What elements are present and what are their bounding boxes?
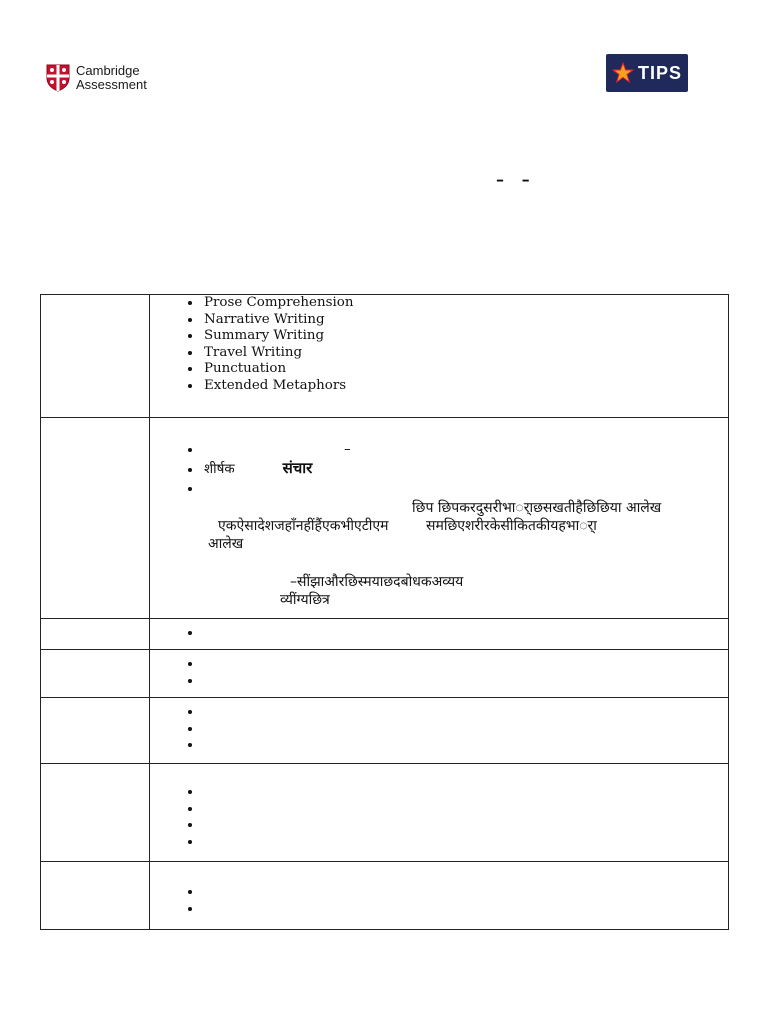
hindi-list bbox=[150, 418, 728, 498]
heading-topic: संचार bbox=[282, 459, 313, 477]
list-item bbox=[202, 801, 728, 818]
list-item: • Prose Comprehension bbox=[202, 295, 728, 312]
list-item bbox=[202, 625, 728, 642]
table-row bbox=[41, 295, 729, 418]
bullet-list bbox=[150, 698, 728, 754]
list-item bbox=[202, 479, 728, 498]
list-item bbox=[202, 656, 728, 673]
para-line: आलेख bbox=[208, 536, 244, 552]
list-item: • Punctuation bbox=[202, 361, 728, 378]
title-dashes: – – bbox=[496, 170, 536, 189]
cambridge-assessment-logo bbox=[46, 64, 147, 92]
row-content-cell bbox=[150, 862, 729, 930]
row-content-cell bbox=[150, 295, 729, 418]
list-item bbox=[202, 721, 728, 738]
star-icon bbox=[612, 62, 634, 84]
row-content-cell bbox=[150, 418, 729, 619]
tips-logo bbox=[606, 54, 688, 92]
list-item bbox=[202, 834, 728, 851]
table-row bbox=[41, 650, 729, 698]
heading-label: शीर्षक bbox=[204, 462, 235, 477]
list-item bbox=[202, 704, 728, 721]
list-item: • Extended Metaphors bbox=[202, 378, 728, 395]
list-item bbox=[202, 784, 728, 801]
tips-label: TIPS bbox=[637, 62, 682, 83]
bullet-list bbox=[150, 764, 728, 850]
para-line: एकऐसादेशजहाँनहींहैंएकभीएटीएम bbox=[218, 518, 389, 534]
bullet-list bbox=[150, 650, 728, 689]
row-label-cell bbox=[41, 619, 150, 650]
list-item: • Narrative Writing bbox=[202, 312, 728, 329]
para-line: छिप छिपकरदुसरीभार्ाछसखतीहैछिछिया आलेख bbox=[412, 500, 662, 516]
table-row bbox=[41, 862, 729, 930]
row-content-cell bbox=[150, 619, 729, 650]
shield-icon bbox=[46, 64, 70, 92]
row-content-cell bbox=[150, 650, 729, 698]
list-item bbox=[202, 673, 728, 690]
list-item: • Travel Writing bbox=[202, 345, 728, 362]
cambridge-line: Cambridge bbox=[76, 63, 140, 78]
row-label-cell bbox=[41, 418, 150, 619]
list-item bbox=[202, 901, 728, 918]
row-content-cell bbox=[150, 764, 729, 862]
list-item bbox=[202, 737, 728, 754]
para-line: समछिएशरीरकेसीकितकीयहभार्ा bbox=[426, 518, 597, 534]
table-row bbox=[41, 764, 729, 862]
table-row bbox=[41, 418, 729, 619]
assessment-line: Assessment bbox=[76, 77, 147, 92]
table-row bbox=[41, 619, 729, 650]
para-line: –सींझाऔरछिस्मयाछदबोधकअव्यय bbox=[290, 574, 464, 590]
list-item: • Summary Writing bbox=[202, 328, 728, 345]
cambridge-logo-text bbox=[76, 64, 147, 92]
bullet-list bbox=[150, 862, 728, 917]
row-label-cell bbox=[41, 698, 150, 764]
topics-list bbox=[150, 295, 728, 395]
list-item bbox=[202, 440, 728, 459]
list-item bbox=[202, 817, 728, 834]
para-line: व्यींग्यछित्र bbox=[280, 592, 330, 608]
list-item bbox=[202, 884, 728, 901]
bullet-list bbox=[150, 619, 728, 642]
table-row bbox=[41, 698, 729, 764]
row-label-cell bbox=[41, 862, 150, 930]
row-label-cell bbox=[41, 764, 150, 862]
row-label-cell bbox=[41, 650, 150, 698]
bullet-dash: – bbox=[344, 442, 351, 457]
row-label-cell bbox=[41, 295, 150, 418]
list-item bbox=[202, 459, 728, 479]
hindi-paragraph bbox=[150, 498, 728, 618]
row-content-cell bbox=[150, 698, 729, 764]
lesson-plan-table bbox=[40, 294, 729, 930]
